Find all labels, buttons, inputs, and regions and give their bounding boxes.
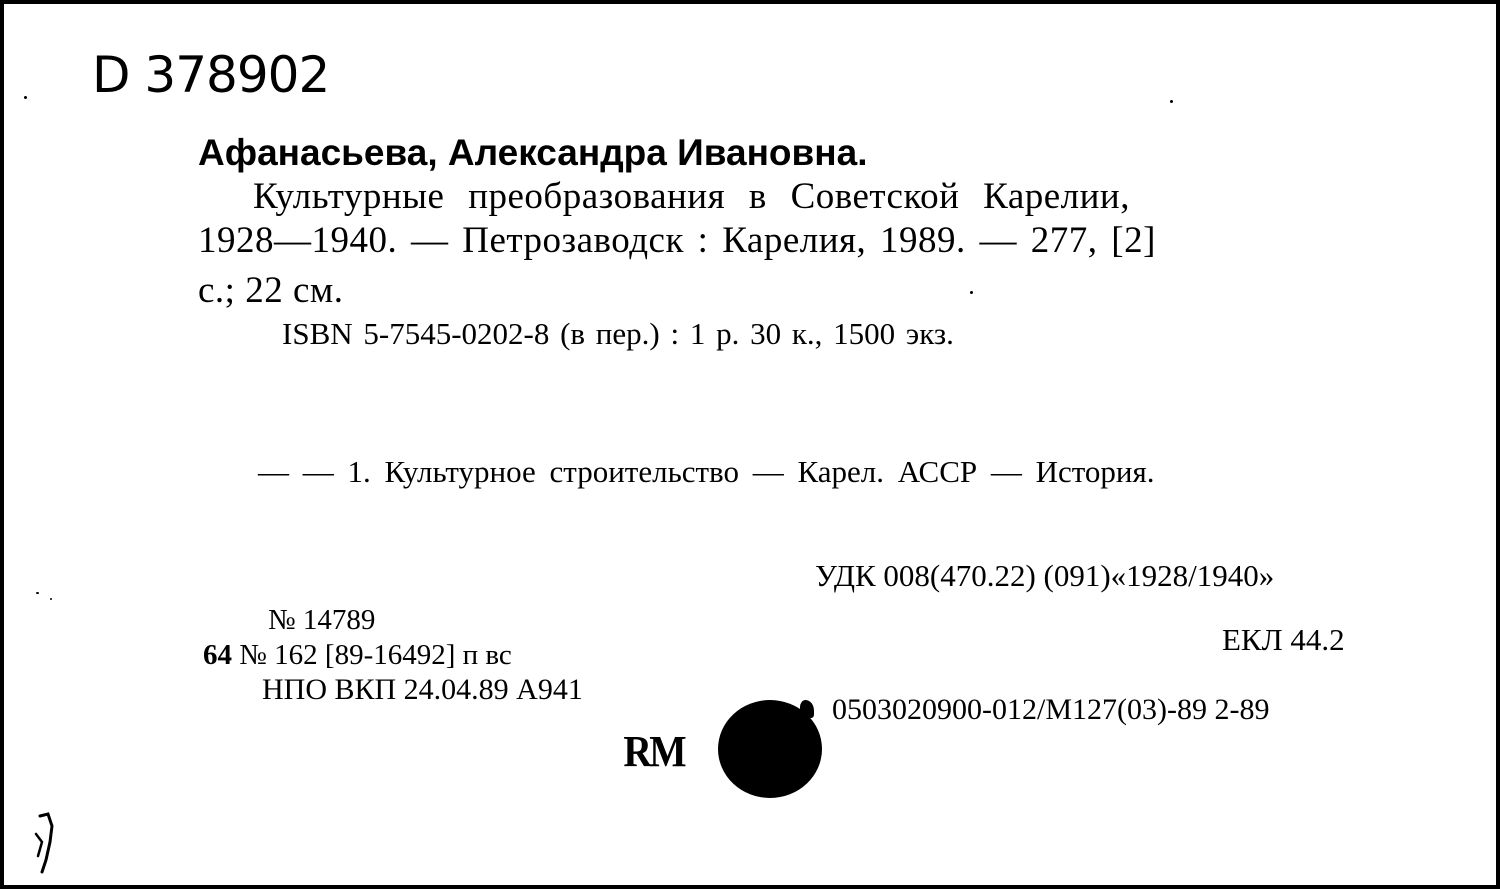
order-line [203,641,512,670]
npo-line: НПО ВКП 24.04.89 А941 [262,673,583,706]
title-line-1: Культурные преобразования в Советской Карелии, [253,176,1130,217]
order-prefix: 64 [203,639,232,671]
author-heading: Афанасьева, Александра Ивановна. [198,132,868,173]
subject-heading: — — 1. Культурное строительство — Карел. АССР — История. [258,454,1155,489]
title-line-2: 1928—1940. — Петрозаводск : Карелия, 1989. — 277, [2] [198,220,1156,261]
title-line-3: с.; 22 см. [198,270,344,311]
speck-mark [50,598,52,600]
publication-code: 0503020900-012/М127(03)-89 2-89 [832,693,1270,726]
speck-mark [1170,100,1173,103]
call-number: D 378902 [92,46,330,104]
isbn-line: ISBN 5-7545-0202-8 (в пер.) : 1 р. 30 к., 1500 экз. [282,316,954,351]
order-number: № 162 [89-16492] п вс [239,639,512,671]
rm-stamp: RM [623,727,684,776]
speck-mark [970,291,973,294]
ink-blot-edge [800,700,814,718]
speck-mark [24,96,27,99]
udk-classification: УДК 008(470.22) (091)«1928/1940» [815,558,1275,593]
handwritten-mark-icon [28,812,62,874]
ekl-classification: ЕКЛ 44.2 [1222,622,1345,657]
inventory-number: № 14789 [268,604,376,636]
speck-mark [36,592,39,594]
